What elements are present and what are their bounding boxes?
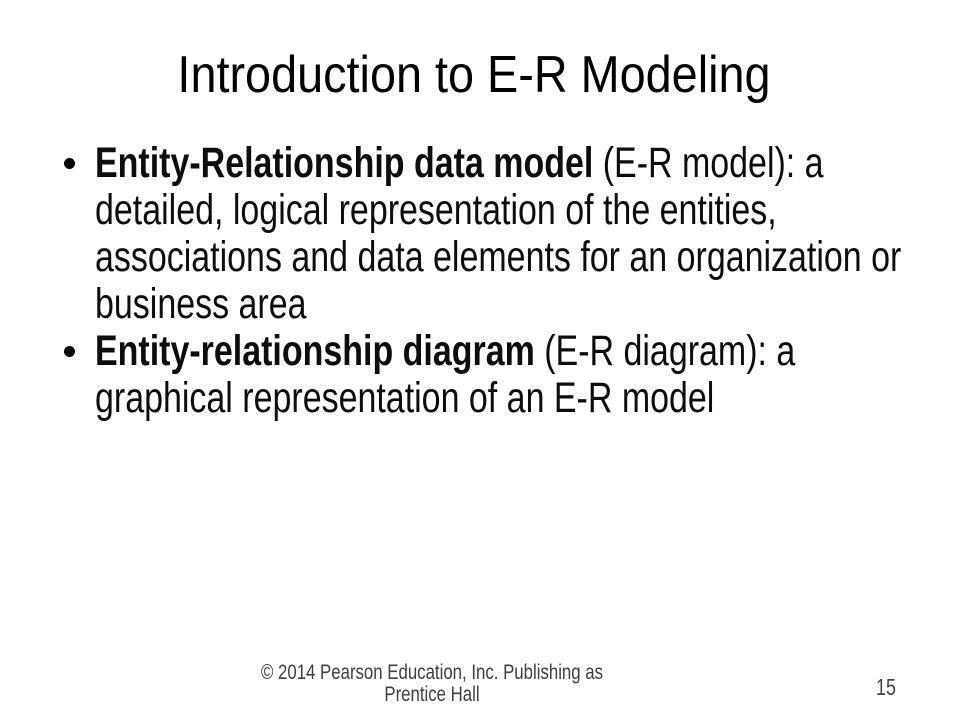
- bullet-2-bold-lead: Entity-relationship diagram: [95, 327, 535, 375]
- bullet-2-lead-rest: (E-R diagram): a: [534, 327, 796, 375]
- footer-line-2: Prentice Hall: [384, 682, 480, 706]
- bullet-1-line-4: business area: [95, 280, 307, 328]
- footer-line-1: © 2014 Pearson Education, Inc. Publishing as: [260, 661, 604, 684]
- bullet-item-2: [95, 328, 955, 422]
- bullet-2-line-2: graphical representation of an E-R model: [95, 374, 715, 422]
- bullet-icon: [64, 158, 75, 169]
- bullet-1-lead-rest: (E-R model): a: [593, 139, 824, 187]
- page-number-value: 15: [876, 674, 896, 700]
- slide-title: Introduction to E-R Modeling: [177, 46, 771, 104]
- bullet-1-line-3: associations and data elements for an organization or: [95, 233, 902, 281]
- bullet-item-1: [95, 140, 955, 328]
- page-number: [876, 676, 916, 699]
- bullet-icon: [64, 346, 75, 357]
- copyright-footer-text: [86, 662, 777, 705]
- slide-body: [95, 140, 955, 422]
- copyright-footer: [0, 662, 864, 705]
- bullet-2-line-1: [95, 327, 796, 375]
- bullet-1-line-1: [95, 139, 824, 187]
- bullet-1-line-2: detailed, logical representation of the entities,: [95, 186, 777, 234]
- bullet-1-bold-lead: Entity-Relationship data model: [95, 139, 594, 187]
